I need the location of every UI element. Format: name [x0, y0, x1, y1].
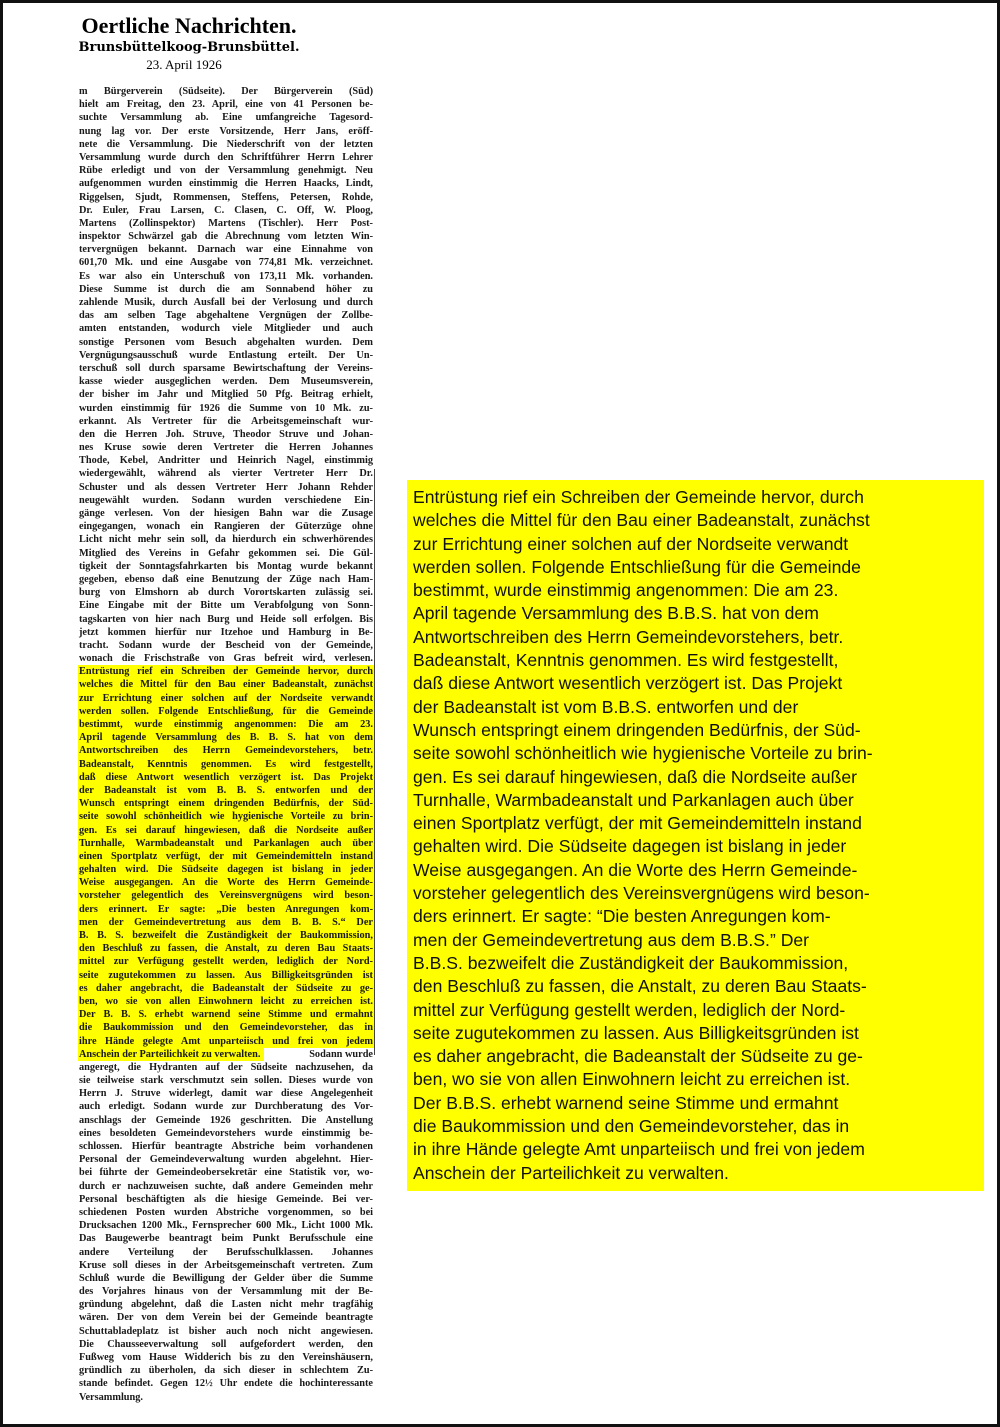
article-line: Drucksachen 1200 Mk., Fernsprecher 600 Mk., Licht 1000 Mk. — [79, 1220, 373, 1232]
transcription-line: es daher angebracht, die Badeanstalt der Südseite zu ge- — [413, 1046, 863, 1067]
article-line: zahlende Musik, durch Ausfall bei der Verlosung und durch — [79, 297, 373, 308]
article-line: gründlich zu überholen, da sich dieser in schlechtem Zu- — [79, 1365, 373, 1377]
article-line: tagskarten von hier nach Burg und Heide soll erfolgen. Bis — [79, 613, 373, 625]
highlighted-fragment: Anschein der Parteilichkeit zu verwalten. — [78, 1048, 264, 1061]
article-line: Diese Summe ist durch die am Sonnabend höher zu — [79, 283, 373, 295]
article-line: sie teilweise stark verschmutzt sein sollen. Dieses wurde von — [79, 1075, 373, 1087]
article-line: Eine Eingabe mit der Bitte um Verabfolgung von Sonn- — [79, 600, 373, 612]
transcription-line: einen Sportplatz verfügt, der mit Gemeindemitteln instand — [413, 813, 862, 834]
transcription-line: ders erinnert. Er sagte: “Die besten Anregungen kom- — [413, 906, 831, 927]
highlighted-passage — [78, 665, 374, 1047]
highlighted-article-line: seite sowohl schönheitlich wie hygienische Vorteile zu brin- — [79, 811, 373, 823]
highlighted-article-line: Weise ausgegangen. An die Worte des Herrn Gemeinde- — [79, 877, 373, 889]
transcription-line: seite zugutekommen zu lassen. Aus Billigkeitsgründen ist — [413, 1022, 859, 1043]
highlighted-article-line: vorsteher gelegentlich des Vereinsvergnügens wird beson- — [79, 890, 373, 902]
transcription-line: men der Gemeindevertretung aus dem B.B.S.” Der — [413, 929, 810, 950]
newspaper-clipping-header — [69, 13, 309, 73]
transcription-line: in ihre Hände gelegte Amt unparteiisch und frei von jedem — [413, 1139, 865, 1160]
article-line: Personal beschäftigten als die hiesige Gemeinde. Bei ver- — [79, 1193, 373, 1205]
transcription-line: April tagende Versammlung des B.B.S. hat von dem — [413, 603, 819, 624]
article-line: inspektor Schwärzel gab die Abrechnung vom letzten Win- — [79, 231, 373, 243]
article-line: gänge verlesen. Von der hiesigen Bahn war die Zusage — [79, 508, 373, 519]
section-title: Oertliche Nachrichten. — [81, 13, 297, 38]
transcription-line: Wunsch entspringt einem dringenden Bedürfnis, der Süd- — [413, 719, 861, 740]
article-line: Schluß wurde die Bewilligung der Gelder über die Summe — [79, 1272, 373, 1284]
highlighted-article-line: die Baukommission und den Gemeindevorsteher, das in — [79, 1022, 373, 1034]
article-line: burg von Elmshorn ab durch Vorortskarten zulässig sei. — [79, 587, 373, 599]
article-line: Versammlung. — [79, 1391, 143, 1403]
article-line: eines besoldeten Gemeindevorstehers wurde einstimmig be- — [79, 1127, 373, 1139]
transcription-line: seite sowohl schönheitlich wie hygienische Vorteile zu brin- — [413, 743, 873, 764]
article-line: suchte Versammlung ab. Eine umfangreiche Tagesord- — [79, 112, 373, 124]
article-line: m Bürgerverein (Südseite). Der Bürgerverein (Süd) — [79, 86, 373, 97]
highlighted-article-line: Antwortschreiben des Herrn Gemeindevorstehers, betr. — [79, 745, 373, 757]
article-line: Schuster und als dessen Vertreter Herr Johann Rehder — [79, 481, 373, 493]
article-line: wiedergewählt, während als vierter Vertreter Herr Dr. — [79, 468, 373, 480]
highlighted-article-line: es daher angebracht, die Badeanstalt der Südseite zu ge- — [79, 982, 373, 994]
article-line: tervergnügen bekannt. Darnach war eine Einnahme von — [79, 244, 373, 256]
article-line: nete die Versammlung. Die Niederschrift von der letzten — [79, 138, 373, 150]
article-line: angeregt, die Hydranten auf der Südseite nachzusehen, da — [79, 1061, 373, 1073]
highlighted-article-line: ders erinnert. Er sagte: „Die besten Anregungen kom- — [79, 903, 373, 915]
article-line: terschuß soll durch sparsame Bewirtschaftung der Vereins- — [79, 362, 373, 374]
article-line: Personal der Gemeindeverwaltung wurden abgelehnt. Hier- — [79, 1154, 373, 1166]
article-line: 601,70 Mk. und eine Ausgabe von 774,81 Mk. verzeichnet. — [79, 257, 373, 269]
article-line: Die Chausseeverwaltung soll aufgefordert werden, den — [79, 1338, 373, 1350]
article-line: tigkeit der Sonntagsfahrkarten bis Montag wurde bekannt — [79, 560, 373, 572]
article-line: das am selben Tage abgehaltene Vergnügen der Zollbe- — [79, 310, 373, 322]
article-line: wonach die Frischstraße von Gras befreit wird, verlesen. — [79, 653, 373, 665]
highlighted-article-line: den Beschluß zu fassen, die Anstalt, zu deren Bau Staats- — [79, 943, 373, 955]
article-line: andere Verteilung der Berufsschulklassen. Johannes — [79, 1246, 373, 1258]
article-line: Versammlung wurde durch den Schriftführer Herrn Lehrer — [79, 151, 373, 163]
newspaper-article-column — [78, 85, 374, 1404]
article-line: Es war also ein Unterschuß von 173,11 Mk. vorhanden. — [79, 270, 373, 282]
highlighted-article-line: seite zugutekommen zu lassen. Aus Billigkeitsgründen ist — [79, 969, 373, 981]
article-line: der bisher im Jahr und Mitglied 50 Pfg. Beitrag erhielt, — [79, 389, 373, 401]
transcription-line: Entrüstung rief ein Schreiben der Gemeinde hervor, durch — [413, 487, 864, 507]
highlighted-article-line: daß diese Antwort wesentlich verzögert ist. Das Projekt — [79, 771, 373, 783]
article-line: bei führte der Gemeindeobersekretär eine Statistik vor, wo- — [79, 1167, 373, 1179]
article-line: Mitglied des Vereins in Gefahr gekommen sei. Die Gül- — [79, 547, 373, 559]
highlighted-article-line: Turnhalle, Warmbadeanstalt und Parkanlagen auch über — [79, 837, 373, 849]
article-line: hielt am Freitag, den 23. April, eine von 41 Personen be- — [79, 99, 373, 111]
transcription-box — [407, 480, 984, 1191]
article-fragment: Sodann wurde — [309, 1048, 373, 1060]
article-line: Martens (Zollinspektor) Martens (Tischler). Herr Post- — [79, 217, 373, 229]
highlighted-article-line: men der Gemeindevertretung aus dem B. B. S.“ Der — [79, 916, 373, 928]
article-line: auch erledigt. Sodann wurde zur Durchberatung des Vor- — [79, 1101, 373, 1113]
highlighted-article-line: zur Errichtung einer solchen auf der Nordseite verwandt — [79, 692, 373, 704]
article-line: amten entstanden, wodurch viele Mitglieder und auch — [79, 323, 373, 335]
article-line: erkannt. Als Vertreter für die Arbeitsgemeinschaft wur- — [79, 415, 373, 427]
transcription-line: bestimmt, wurde einstimmig angenommen: Die am 23. — [413, 580, 839, 601]
article-line: des Vorjahres hinaus von der Versammlung mit der Be- — [79, 1286, 373, 1298]
article-line: schiedenen Posten wurden Abstriche vorgenommen, so bei — [79, 1206, 373, 1218]
article-line: eingegangen, wonach ein Rangieren der Güterzüge ohne — [79, 521, 373, 533]
article-line: kasse wieder ausgeglichen werden. Dem Museumsverein, — [79, 376, 373, 388]
article-text-after — [78, 1061, 374, 1404]
transcription-line: welches die Mittel für den Bau einer Badeanstalt, zunächst — [413, 510, 870, 531]
highlighted-article-line: Der B. B. S. erhebt warnend seine Stimme und ermahnt — [79, 1009, 373, 1021]
article-line: Dr. Euler, Frau Larsen, C. Clasen, C. Off, W. Ploog, — [79, 204, 373, 216]
transcription-line: den Beschluß zu fassen, die Anstalt, zu deren Bau Staats- — [413, 976, 867, 997]
highlighted-article-line: einen Sportplatz verfügt, der mit Gemeindemitteln instand — [79, 850, 373, 862]
article-line: nes Kruse sowie deren Vertreter die Herren Johannes — [79, 442, 373, 454]
transcription-line: mittel zur Verfügung gestellt werden, lediglich der Nord- — [413, 999, 846, 1020]
article-text-before — [78, 85, 374, 665]
article-line: schlossen. Hierfür beantragte Abstriche beim vorhandenen — [79, 1141, 373, 1152]
transcription-line: der Badeanstalt ist vom B.B.S. entworfen und der — [413, 696, 799, 717]
article-line: wurden einstimmig für 1926 die Summe von 10 Mk. zu- — [79, 402, 373, 414]
article-line: Rübe erledigt und von der Versammlung genehmigt. Neu — [79, 165, 373, 177]
article-line: sonstige Personen vom Besuch abgehalten wurden. Dem — [79, 336, 373, 348]
highlighted-article-line: gehalten wird. Die Südseite dagegen ist bislang in jeder — [79, 864, 373, 876]
article-line: wären. Der von dem Verein bei der Gemeinde beantragte — [79, 1312, 373, 1324]
highlighted-article-line: Entrüstung rief ein Schreiben der Gemeinde hervor, durch — [79, 666, 373, 678]
highlighted-article-line: April tagende Versammlung des B. B. S. hat von dem — [79, 732, 373, 744]
transcription-line: Weise ausgegangen. An die Worte des Herrn Gemeinde- — [413, 859, 858, 880]
article-line-split — [78, 1048, 374, 1061]
transcription-line: gehalten wird. Die Südseite dagegen ist bislang in jeder — [413, 836, 847, 857]
highlighted-article-line: welches die Mittel für den Bau einer Badeanstalt, zunächst — [79, 679, 373, 691]
transcription-line: Badeanstalt, Kenntnis genommen. Es wird festgestellt, — [413, 650, 839, 671]
highlighted-article-line: bestimmt, wurde einstimmig angenommen: Die am 23. — [79, 719, 373, 730]
article-line: Riggelsen, Sjudt, Rommensen, Steffens, Petersen, Rohde, — [79, 191, 373, 203]
highlighted-article-line: werden sollen. Folgende Entschließung, für die Gemeinde — [79, 705, 373, 717]
highlighted-article-line: Wunsch entspringt einem dringenden Bedürfnis, der Süd- — [79, 798, 373, 810]
highlighted-article-line: gen. Es sei darauf hingewiesen, daß die Nordseite außer — [79, 824, 373, 836]
transcription-line: Der B.B.S. erhebt warnend seine Stimme und ermahnt — [413, 1092, 839, 1113]
article-line: nung lag vor. Der erste Vorsitzende, Herr Jans, eröff- — [79, 125, 373, 137]
transcription-line: die Baukommission und den Gemeindevorsteher, das in — [413, 1116, 850, 1137]
article-line: den die Herren Joh. Struve, Theodor Struve und Johan- — [79, 428, 373, 440]
article-line: jetzt kommen hierfür nur Itzehoe und Hamburg in Be- — [79, 626, 373, 638]
date-heading: 23. April 1926 — [146, 57, 222, 72]
transcription-line: Antwortschreiben des Herrn Gemeindevorstehers, betr. — [413, 626, 844, 647]
article-line: Fußweg vom Hause Widderich bis zu den Vereinshäusern, — [79, 1352, 373, 1363]
transcription-line: zur Errichtung einer solchen auf der Nordseite verwandt — [413, 533, 849, 554]
article-line: Licht nicht mehr sein soll, da hierdurch ein schwerhörendes — [79, 534, 373, 546]
article-line: aufgenommen wurden einstimmig die Herren Haacks, Lindt, — [79, 178, 373, 190]
place-heading: Brunsbüttelkoog-Brunsbüttel. — [78, 40, 300, 55]
article-line: Herrn J. Struve widerlegt, damit war diese Angelegenheit — [79, 1088, 373, 1100]
highlighted-article-line: B. B. S. bezweifelt die Zuständigkeit der Baukommission, — [79, 930, 373, 941]
transcription-line: Turnhalle, Warmbadeanstalt und Parkanlagen auch über — [413, 789, 854, 810]
article-line: gründung abgelehnt, daß die Lasten nicht mehr tragfähig — [79, 1299, 373, 1311]
transcription-line: vorsteher gelegentlich des Vereinsvergnügens wird beson- — [413, 883, 870, 904]
highlighted-article-line: ihre Hände gelegte Amt unparteiisch und frei von jedem — [79, 1035, 373, 1047]
article-line: stande befindet. Gegen 12½ Uhr endete die hochinteressante — [79, 1378, 373, 1390]
article-line: Kruse soll dieses in der Arbeitsgemeinschaft vertreten. Zum — [79, 1259, 373, 1271]
transcription-line: daß diese Antwort wesentlich verzögert ist. Das Projekt — [413, 673, 843, 694]
highlighted-article-line: mittel zur Verfügung gestellt werden, lediglich der Nord- — [79, 956, 373, 968]
transcription-line: gen. Es sei darauf hingewiesen, daß die Nordseite außer — [413, 766, 858, 787]
highlighted-article-line: der Badeanstalt ist vom B. B. S. entworfen und der — [79, 784, 373, 796]
article-line: Das Baugewerbe beantragt beim Punkt Berufsschule eine — [79, 1233, 373, 1245]
transcription-line: werden sollen. Folgende Entschließung für die Gemeinde — [413, 556, 861, 577]
article-line: neugewählt wurden. Sodann wurden verschiedene Ein- — [79, 494, 373, 506]
transcription-line: Anschein der Parteilichkeit zu verwalten. — [413, 1162, 729, 1183]
article-line: Schuttabladeplatz ist bisher auch noch nicht angewiesen. — [79, 1325, 373, 1337]
transcription-line: B.B.S. bezweifelt die Zuständigkeit der Baukommission, — [413, 952, 849, 973]
article-line: Thode, Kebel, Andritter und Heinrich Nagel, einstimmig — [79, 455, 373, 467]
article-line: anschlags der Gemeinde 1926 geschritten. Die Anstellung — [79, 1114, 373, 1126]
clipping-edge-divider — [374, 469, 375, 1055]
transcription-line: ben, wo sie von allen Einwohnern leicht zu erreichen ist. — [413, 1069, 851, 1090]
article-line: tracht. Sodann wurde der Bescheid von der Gemeinde, — [79, 639, 373, 651]
highlighted-article-line: ben, wo sie von allen Einwohnern leicht zu erreichen ist. — [79, 995, 373, 1007]
article-line: gegeben, ebenso daß eine Benutzung der Züge nach Ham- — [79, 573, 373, 585]
highlighted-article-line: Badeanstalt, Kenntnis genommen. Es wird festgestellt, — [79, 758, 373, 770]
article-line: Vergnügungsausschuß wurde Entlastung erteilt. Der Un- — [79, 349, 373, 361]
article-line: durch er nachzuweisen suchte, daß andere Gemeinden mehr — [79, 1180, 373, 1192]
